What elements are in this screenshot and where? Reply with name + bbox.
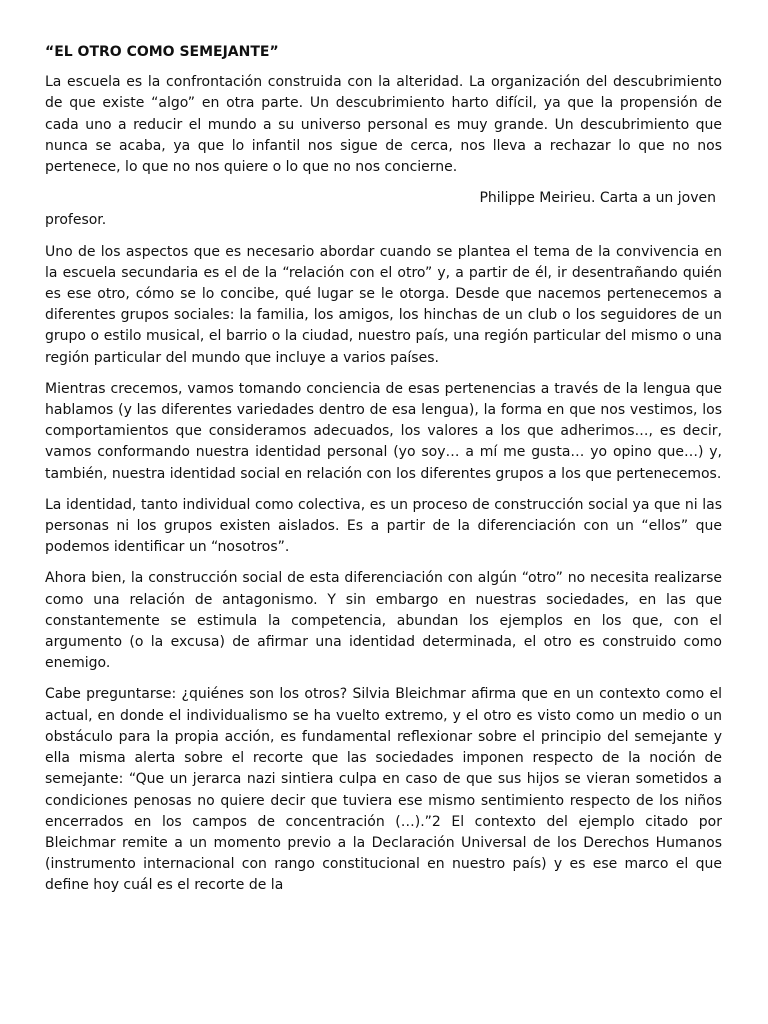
body-paragraph: Ahora bien, la construcción social de esta diferenciación con algún “otro” no necesita realizarse como una relación de antagonismo. Y sin embargo en nuestras sociedades, en las que constantemente se estimula la competencia, abundan los ejemplos en los que, con el argumento (o la excusa) de afirmar una identidad determinada, el otro es construido como enemigo. [45, 570, 722, 672]
body-paragraph: Mientras crecemos, vamos tomando conciencia de esas pertenencias a través de la lengua que hablamos (y las diferentes variedades dentro de esa lengua), la forma en que nos vestimos, los comportamientos que consideramos adecuados, los valores a los que adherimos…, es decir, vamos conformando nuestra identidad personal (yo soy… a mí me gusta… yo opino que…) y, también, nuestra identidad social en relación con los diferentes grupos a los que pertenecemos. [45, 380, 722, 482]
body-paragraph: La identidad, tanto individual como colectiva, es un proceso de construcción social ya que ni las personas ni los grupos existen aislados. Es a partir de la diferenciación con un “ellos” que podemos identificar un “nosotros”. [45, 496, 722, 556]
document-title: “EL OTRO COMO SEMEJANTE” [45, 44, 279, 60]
document-page [45, 42, 722, 907]
epigraph: La escuela es la confrontación construida con la alteridad. La organización del descubrimiento de que existe “algo” en otra parte. Un descubrimiento harto difícil, ya que la propensión de cada uno a reducir el mundo a su universo personal es muy grande. Un descubrimiento que nunca se acaba, ya que lo infantil nos sigue de cerca, nos lleva a rechazar lo que no nos pertenece, lo que no nos quiere o lo que no nos concierne. [45, 74, 722, 176]
body-paragraph: Cabe preguntarse: ¿quiénes son los otros? Silvia Bleichmar afirma que en un contexto como el actual, en donde el individualismo se ha vuelto extremo, y el otro es visto como un medio o un obstáculo para la propia acción, es fundamental reflexionar sobre el principio del semejante y ella misma alerta sobre el recorte que las sociedades imponen respecto de la noción de semejante: “Que un jerarca nazi sintiera culpa en caso de que sus hijos se vieran sometidos a condiciones penosas no quiere decir que tuviera ese mismo sentimiento respecto de los niños encerrados en los campos de concentración (…).”2 El contexto del ejemplo citado por Bleichmar remite a un momento previo a la Declaración Universal de los Derechos Humanos (instrumento internacional con rango constitucional en nuestro país) y es ese marco el que define hoy cuál es el recorte de la [45, 686, 722, 894]
body-paragraph: Uno de los aspectos que es necesario abordar cuando se plantea el tema de la convivencia en la escuela secundaria es el de la “relación con el otro” y, a partir de él, ir desentrañando quién es ese otro, cómo se lo concibe, qué lugar se le otorga. Desde que nacemos pertenecemos a diferentes grupos sociales: la familia, los amigos, los hinchas de un club o los seguidores de un grupo o estilo musical, el barrio o la ciudad, nuestro país, una región particular del mismo o una región particular del mundo que incluye a varios países. [45, 243, 722, 366]
attribution-author: Philippe Meirieu. Carta a un joven [479, 190, 716, 207]
epigraph-attribution [45, 188, 722, 231]
attribution-work: profesor. [45, 212, 107, 229]
